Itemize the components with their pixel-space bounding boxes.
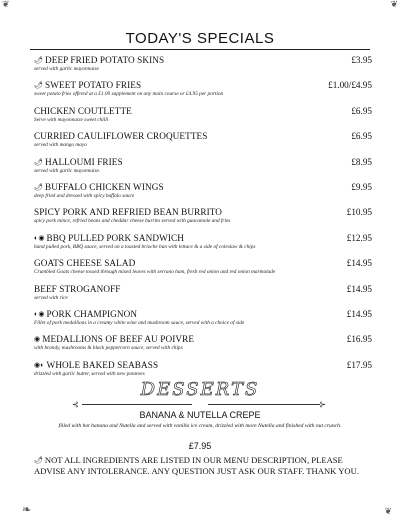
item-price: £14.95	[346, 283, 372, 294]
item-price: £14.95	[346, 258, 372, 269]
item-description: served with garlic mayonnaise.	[34, 167, 101, 174]
item-name-text: CURRIED CAULIFLOWER CROQUETTES	[34, 131, 208, 142]
item-name	[34, 360, 158, 370]
dietary-icon: 🌶	[34, 157, 43, 166]
item-description: deep fried and dressed with spicy buffalo sauce	[34, 192, 135, 199]
dessert-divider	[208, 404, 320, 405]
item-name	[34, 258, 135, 268]
item-name	[34, 182, 164, 192]
item-name	[34, 55, 164, 65]
item-name-text: GOATS CHEESE SALAD	[34, 258, 136, 269]
menu-item	[34, 157, 372, 182]
dietary-icon: 🌶	[34, 81, 43, 90]
flourish-icon: ⊱	[319, 400, 326, 409]
item-name-text: CHICKEN COUTLETTE	[34, 105, 132, 116]
item-description: with brandy, mushrooms & black peppercorn sauce, served with chips	[34, 345, 183, 352]
item-name-text: BUFFALO CHICKEN WINGS	[45, 181, 164, 192]
menu-item	[34, 55, 372, 80]
dessert-name: BANANA & NUTELLA CREPE	[139, 410, 261, 420]
item-price: £9.95	[351, 181, 372, 192]
menu-item	[34, 258, 372, 283]
dessert-description: filled with hot banana and Nutella and served with vanilla ice cream, drizzled with more Nutella and finished with nut crunch.	[58, 423, 342, 429]
chili-icon: 🌶	[34, 456, 43, 464]
title-divider	[30, 49, 370, 50]
menu-item	[34, 284, 372, 309]
dietary-icon: 🌶	[34, 182, 43, 191]
dietary-icon: ◉◐	[34, 360, 45, 369]
item-description: Fillet of pork medallions in a creamy white wine and mushroom sauce, served with a choice of side	[34, 319, 245, 326]
item-description: spicy pork mince, refried beans and cheddar cheese burrito served with guacamole and fries	[34, 218, 231, 225]
specials-list	[34, 55, 372, 385]
menu-item	[34, 334, 372, 359]
item-description: served with garlic mayonnaise	[34, 66, 99, 72]
item-price: £6.95	[351, 131, 372, 142]
item-name	[34, 334, 194, 344]
item-price: £14.95	[346, 308, 372, 319]
item-price: £1.00/£4.95	[328, 80, 372, 91]
menu-item	[34, 131, 372, 156]
item-name	[34, 309, 137, 319]
dietary-icon: 🌶	[34, 56, 43, 64]
item-description: drizzled with garlic butter, served with new potatoes	[34, 370, 145, 377]
item-name	[34, 106, 132, 116]
item-name-text: WHOLE BAKED SEABASS	[46, 359, 159, 370]
item-name-text: MEDALLIONS OF BEEF AU POIVRE	[42, 334, 195, 345]
corner-ornament-icon: ❧	[22, 504, 32, 516]
item-price: £12.95	[346, 232, 372, 243]
item-name	[34, 80, 141, 90]
allergen-notice	[34, 455, 374, 476]
item-name-text: PORK CHAMPIGNON	[46, 308, 138, 319]
item-name-text: HALLOUMI FRIES	[45, 156, 123, 167]
page-title: TODAY'S SPECIALS	[125, 30, 275, 47]
corner-ornament-icon: ❦	[384, 506, 392, 516]
dietary-icon: ◐◉	[34, 309, 45, 318]
menu-item	[34, 233, 372, 258]
item-price: £17.95	[346, 359, 372, 370]
item-name	[34, 284, 121, 294]
dessert-price: £7.95	[188, 441, 212, 451]
desserts-heading: DESSERTS	[140, 379, 260, 400]
menu-item	[34, 207, 372, 232]
flourish-icon: ⊰	[72, 400, 79, 409]
item-name	[34, 207, 222, 217]
item-name	[34, 157, 123, 167]
item-name-text: BEEF STROGANOFF	[34, 283, 121, 294]
item-name-text: DEEP FRIED POTATO SKINS	[45, 55, 165, 65]
menu-item	[34, 106, 372, 131]
dietary-icon: ◉	[34, 335, 41, 344]
item-name-text: SWEET POTATO FRIES	[45, 80, 142, 91]
item-price: £3.95	[351, 55, 372, 65]
item-description: served with rice	[34, 294, 68, 301]
menu-item	[34, 309, 372, 334]
item-price: £6.95	[351, 105, 372, 116]
corner-ornament-icon: ❦	[390, 0, 398, 9]
item-name-text: BBQ PULLED PORK SANDWICH	[46, 232, 184, 243]
item-name	[34, 233, 184, 243]
item-description: Crumbled Goats cheese tossed through mixed leaves with serrano ham, fresh red onion and red onion marmalade	[34, 269, 276, 276]
item-description: Serve with mayonnaise sweet chilli	[34, 116, 109, 123]
notice-text: NOT ALL INGREDIENTS ARE LISTED IN OUR MENU DESCRIPTION, PLEASE ADVISE ANY INTOLERANCE. ANY QUESTION JUST ASK OUR STAFF. THANK YOU.	[34, 455, 359, 476]
item-description: sweet potato fries offered at a £1.00 supplement on any main course or £4.95 per portion	[34, 91, 224, 98]
corner-ornament-icon: ❦	[2, 0, 10, 9]
dessert-divider	[82, 404, 192, 405]
item-description: served with mango mayo	[34, 142, 87, 149]
menu-item	[34, 182, 372, 207]
item-price: £8.95	[351, 156, 372, 167]
item-description: hand pulled pork, BBQ sauce, served on a toasted brioche bun with lettuce & a side of coleslaw & chips	[34, 243, 256, 250]
item-price: £16.95	[346, 334, 372, 345]
item-name-text: SPICY PORK AND REFRIED BEAN BURRITO	[34, 207, 223, 218]
item-price: £10.95	[346, 207, 372, 218]
menu-item	[34, 80, 372, 105]
item-name	[34, 131, 207, 141]
dietary-icon: ◐◉	[34, 233, 45, 242]
